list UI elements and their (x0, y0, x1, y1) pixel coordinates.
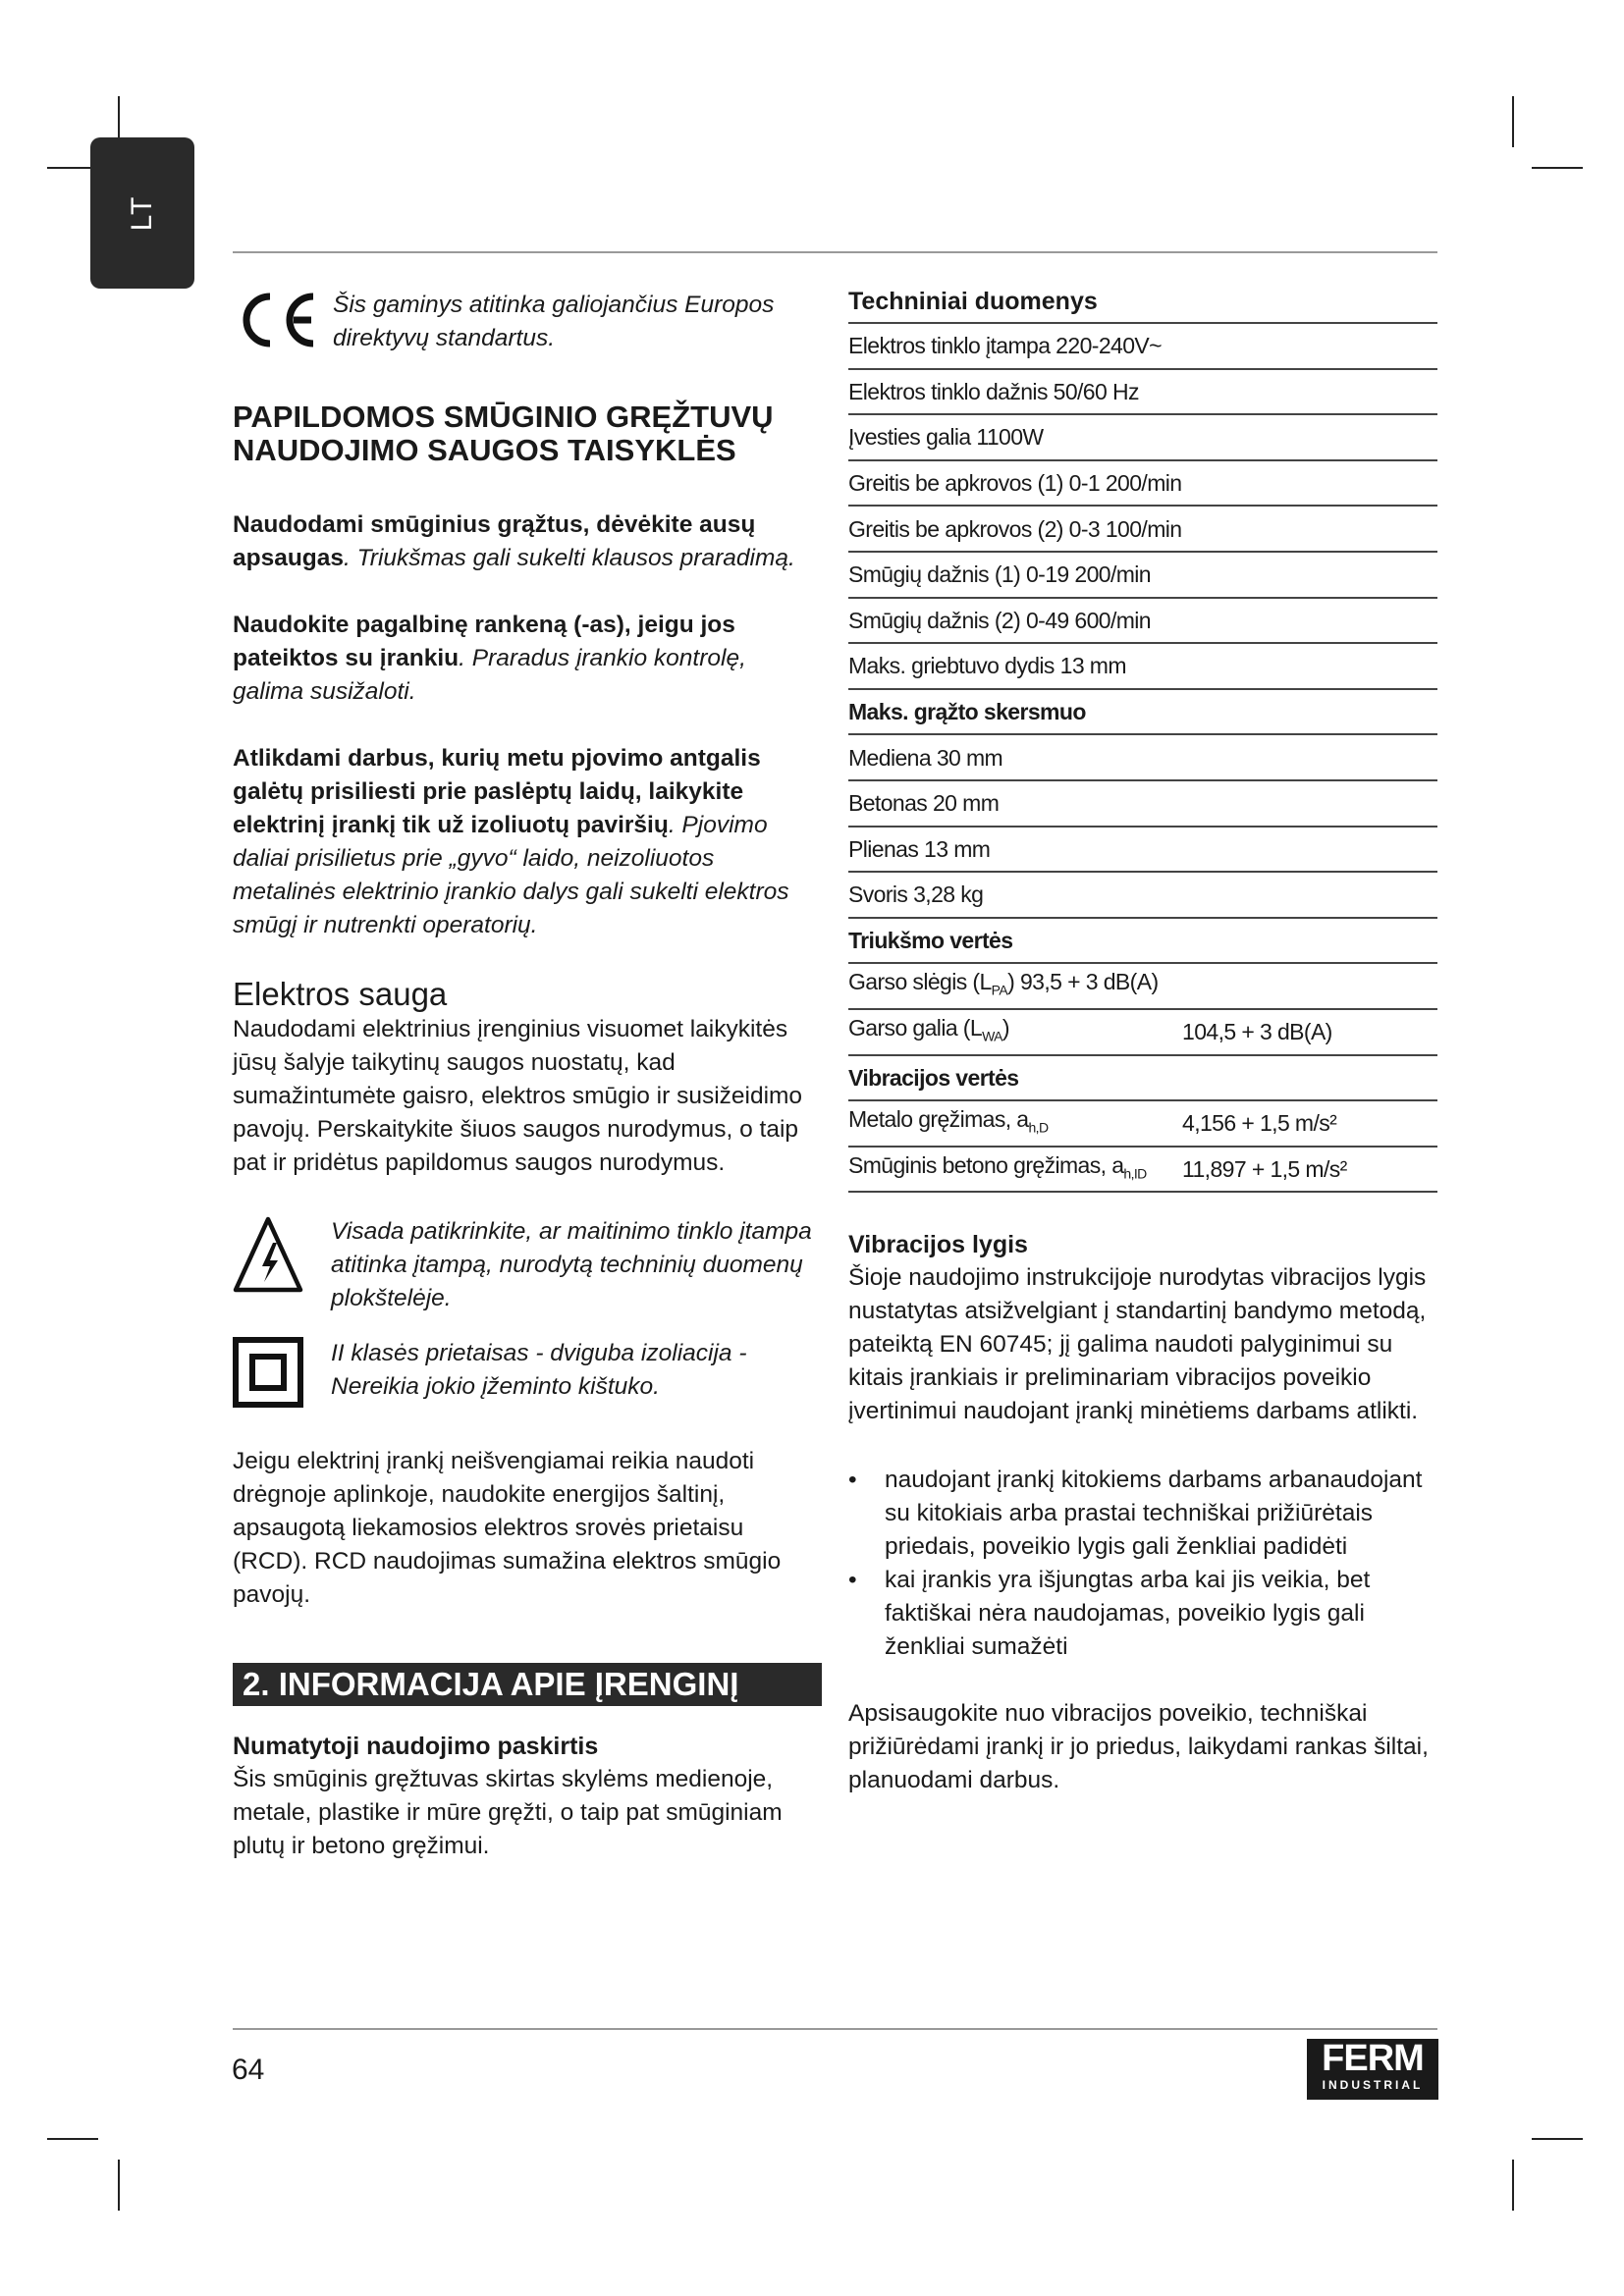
tech-label-suffix: ) (1001, 1014, 1009, 1041)
tech-data-title: Techniniai duomenys (848, 288, 1098, 315)
table-row (848, 827, 1437, 873)
table-row (848, 1100, 1437, 1147)
tech-value (1182, 963, 1437, 1009)
tech-value (1182, 780, 1437, 827)
tech-label: Greitis be apkrovos (1) 0-1 200/min (848, 470, 1182, 497)
table-row (848, 918, 1437, 964)
safety-paragraph-2 (233, 609, 822, 709)
tech-label-cell (848, 918, 1182, 964)
ce-statement (233, 285, 822, 355)
tech-label-cell (848, 643, 1182, 689)
tech-label: Garso galia (L (848, 1014, 983, 1041)
electrical-title: Elektros sauga (233, 976, 448, 1012)
electric-warning-icon (233, 1215, 303, 1296)
crop-mark (1532, 2138, 1583, 2140)
tech-value (1182, 323, 1437, 369)
table-row (848, 872, 1437, 918)
tech-label: Vibracijos vertės (848, 1064, 1019, 1091)
table-row (848, 598, 1437, 644)
safety-p2-italic: . Praradus įrankio kontrolę, galima susižaloti. (233, 645, 746, 705)
tech-value: 104,5 + 3 dB(A) (1182, 1009, 1437, 1055)
tech-value (1182, 734, 1437, 780)
tech-value (1182, 414, 1437, 460)
language-tab-label: LT (126, 194, 158, 232)
tech-label: Smūginis betono gręžimas, a (848, 1151, 1124, 1178)
intended-use-title: Numatytoji naudojimo paskirtis (233, 1733, 599, 1760)
tech-label: Greitis be apkrovos (2) 0-3 100/min (848, 515, 1182, 542)
tech-value (1182, 460, 1437, 507)
safety-p1-bold: Naudodami smūginius grąžtus, dėvėkite ausų apsaugas (233, 511, 756, 571)
safety-heading: PAPILDOMOS SMŪGINIO GRĘŽTUVŲ NAUDOJIMO SAUGOS TAISYKLĖS (233, 400, 774, 467)
tech-value (1182, 552, 1437, 598)
safety-p2-bold: Naudokite pagalbinę rankeną (-as), jeigu jos pateiktos su įrankiu (233, 612, 735, 671)
class2-text: II klasės prietaisas - dviguba izoliacija - Nereikia jokio įžeminto kištuko. (331, 1340, 747, 1400)
tech-label-cell (848, 598, 1182, 644)
ce-mark-icon (233, 291, 319, 349)
tech-label-subscript: h,D (1028, 1119, 1049, 1136)
tech-label-suffix: ) 93,5 + 3 dB(A) (1007, 969, 1159, 995)
tech-label: Maks. griebtuvo dydis 13 mm (848, 653, 1126, 679)
tech-value (1182, 369, 1437, 415)
logo-main-text: FERM (1322, 2038, 1424, 2079)
table-row (848, 1009, 1437, 1055)
crop-mark (1532, 167, 1583, 169)
vibration-title: Vibracijos lygis (848, 1231, 1028, 1259)
crop-mark (1512, 96, 1514, 147)
logo-sub-text: INDUSTRIAL (1322, 2078, 1424, 2092)
crop-mark (47, 2138, 98, 2140)
vibration-closing: Apsisaugokite nuo vibracijos poveikio, techniškai prižiūrėdami įrankį ir jo priedus, laikydami rankas šiltai, planuodami darbus. (848, 1700, 1429, 1794)
tech-label: Mediena 30 mm (848, 744, 1003, 771)
tech-label: Betonas 20 mm (848, 790, 1000, 817)
tech-value (1182, 506, 1437, 552)
tech-value (1182, 918, 1437, 964)
tech-label: Garso slėgis (L (848, 969, 992, 995)
table-row (848, 552, 1437, 598)
tech-label-cell (848, 414, 1182, 460)
tech-label: Plienas 13 mm (848, 835, 991, 862)
rcd-paragraph: Jeigu elektrinį įrankį neišvengiamai reikia naudoti drėgnoje aplinkoje, naudokite energijos šaltinį, apsaugotą liekamosios elektros srovės prietaisu (RCD). RCD naudojimas sumažina elektros smūgio pavojų. (233, 1448, 782, 1608)
bottom-rule (233, 2028, 1437, 2030)
ferm-logo (1307, 2039, 1438, 2100)
table-row (848, 689, 1437, 735)
tech-label: Metalo gręžimas, a (848, 1106, 1029, 1133)
crop-mark (1512, 2160, 1514, 2211)
chapter-2-title: 2. INFORMACIJA APIE ĮRENGINĮ (233, 1663, 822, 1706)
tech-label-cell (848, 689, 1182, 735)
tech-value (1182, 827, 1437, 873)
safety-paragraph-3 (233, 742, 822, 942)
page-number: 64 (232, 2054, 265, 2086)
tech-label-cell (848, 963, 1182, 1009)
tech-label-cell (848, 1147, 1182, 1193)
tech-value (1182, 689, 1437, 735)
vibration-text: Šioje naudojimo instrukcijoje nurodytas vibracijos lygis nustatytas atsižvelgiant į standartinį bandymo metodą, pateiktą EN 60745; jį galima naudoti palyginimui su kitais įrankiais ir preliminariam vibracijos poveikio įvertinimui naudojant įrankį minėtiems darbams atlikti. (848, 1264, 1427, 1425)
table-row (848, 1055, 1437, 1101)
tech-label: Smūgių dažnis (1) 0-19 200/min (848, 561, 1151, 588)
tech-label-cell (848, 369, 1182, 415)
tech-label-cell (848, 780, 1182, 827)
tech-label-cell (848, 323, 1182, 369)
tech-value: 4,156 + 1,5 m/s² (1182, 1100, 1437, 1147)
safety-p1-italic: . Triukšmas gali sukelti klausos praradimą. (344, 545, 795, 571)
tech-label: Smūgių dažnis (2) 0-49 600/min (848, 607, 1151, 633)
tech-value: 11,897 + 1,5 m/s² (1182, 1147, 1437, 1193)
vibration-bullets (848, 1464, 1437, 1664)
tech-label-cell (848, 506, 1182, 552)
crop-mark (118, 2160, 120, 2211)
safety-p3-bold: Atlikdami darbus, kurių metu pjovimo antgalis galėtų prisiliesti prie paslėptų laidų, laikykite elektrinį įrankį tik už izoliuotų paviršių (233, 745, 761, 838)
tech-label: Elektros tinklo įtampa 220-240V~ (848, 333, 1162, 359)
right-column (848, 285, 1437, 1797)
tech-label: Įvesties galia 1100W (848, 424, 1044, 451)
list-item: • naudojant įrankį kitokiems darbams arbanaudojant su kitokiais arba prastai techniškai prižiūrėtais priedais, poveikio lygis gali ženkliai padidėti (848, 1464, 1437, 1564)
tech-label-subscript: PA (991, 982, 1008, 998)
table-row (848, 369, 1437, 415)
safety-paragraph-1 (233, 508, 822, 575)
tech-data-table (848, 322, 1437, 1193)
voltage-warning-text: Visada patikrinkite, ar maitinimo tinklo įtampa atitinka įtampą, nurodytą techninių duomenų plokštelėje. (331, 1218, 812, 1311)
table-row (848, 506, 1437, 552)
tech-label-cell (848, 734, 1182, 780)
tech-value (1182, 643, 1437, 689)
table-row (848, 1147, 1437, 1193)
tech-value (1182, 598, 1437, 644)
electrical-intro: Naudodami elektrinius įrenginius visuomet laikykitės jūsų šalyje taikytinų saugos nuostatų, kad sumažintumėte gaisro, elektros smūgio ir susižeidimo pavojų. Perskaitykite šiuos saugos nurodymus, o taip pat ir pridėtus papildomus saugos nurodymus. (233, 1016, 803, 1176)
tech-label: Svoris 3,28 kg (848, 881, 984, 908)
tech-value (1182, 1055, 1437, 1101)
table-row (848, 414, 1437, 460)
tech-value (1182, 872, 1437, 918)
double-insulation-icon (233, 1337, 303, 1408)
tech-label-cell (848, 1009, 1182, 1055)
tech-label: Maks. grąžto skersmuo (848, 699, 1086, 725)
list-item: • kai įrankis yra išjungtas arba kai jis veikia, bet faktiškai nėra naudojamas, poveikio lygis gali ženkliai sumažėti (848, 1564, 1437, 1664)
language-tab (90, 137, 194, 289)
top-rule (233, 251, 1437, 253)
safety-p3-italic: . Pjovimo daliai prisilietus prie „gyvo“ laido, neizoliuotos metalinės elektrinio įrankio dalys gali sukelti elektros smūgį ir nutrenkti operatorių. (233, 812, 789, 938)
tech-label-subscript: h,ID (1123, 1165, 1147, 1182)
table-row (848, 323, 1437, 369)
tech-label-cell (848, 827, 1182, 873)
table-row (848, 734, 1437, 780)
tech-label-cell (848, 460, 1182, 507)
table-row (848, 643, 1437, 689)
ce-text: Šis gaminys atitinka galiojančius Europos direktyvų standartus. (333, 292, 775, 351)
tech-label-cell (848, 1100, 1182, 1147)
tech-label-cell (848, 1055, 1182, 1101)
left-column (233, 285, 822, 1863)
tech-label: Elektros tinklo dažnis 50/60 Hz (848, 378, 1139, 404)
tech-label-cell (848, 552, 1182, 598)
class2-notice (233, 1337, 822, 1408)
intended-use-text: Šis smūginis gręžtuvas skirtas skylėms medienoje, metale, plastike ir mūre gręžti, o taip pat smūginiam plutų ir betono gręžimui. (233, 1766, 783, 1859)
tech-label-subscript: WA (982, 1028, 1002, 1044)
tech-label: Triukšmo vertės (848, 928, 1013, 954)
table-row (848, 460, 1437, 507)
voltage-warning (233, 1215, 822, 1315)
table-row (848, 780, 1437, 827)
tech-label-cell (848, 872, 1182, 918)
table-row (848, 963, 1437, 1009)
